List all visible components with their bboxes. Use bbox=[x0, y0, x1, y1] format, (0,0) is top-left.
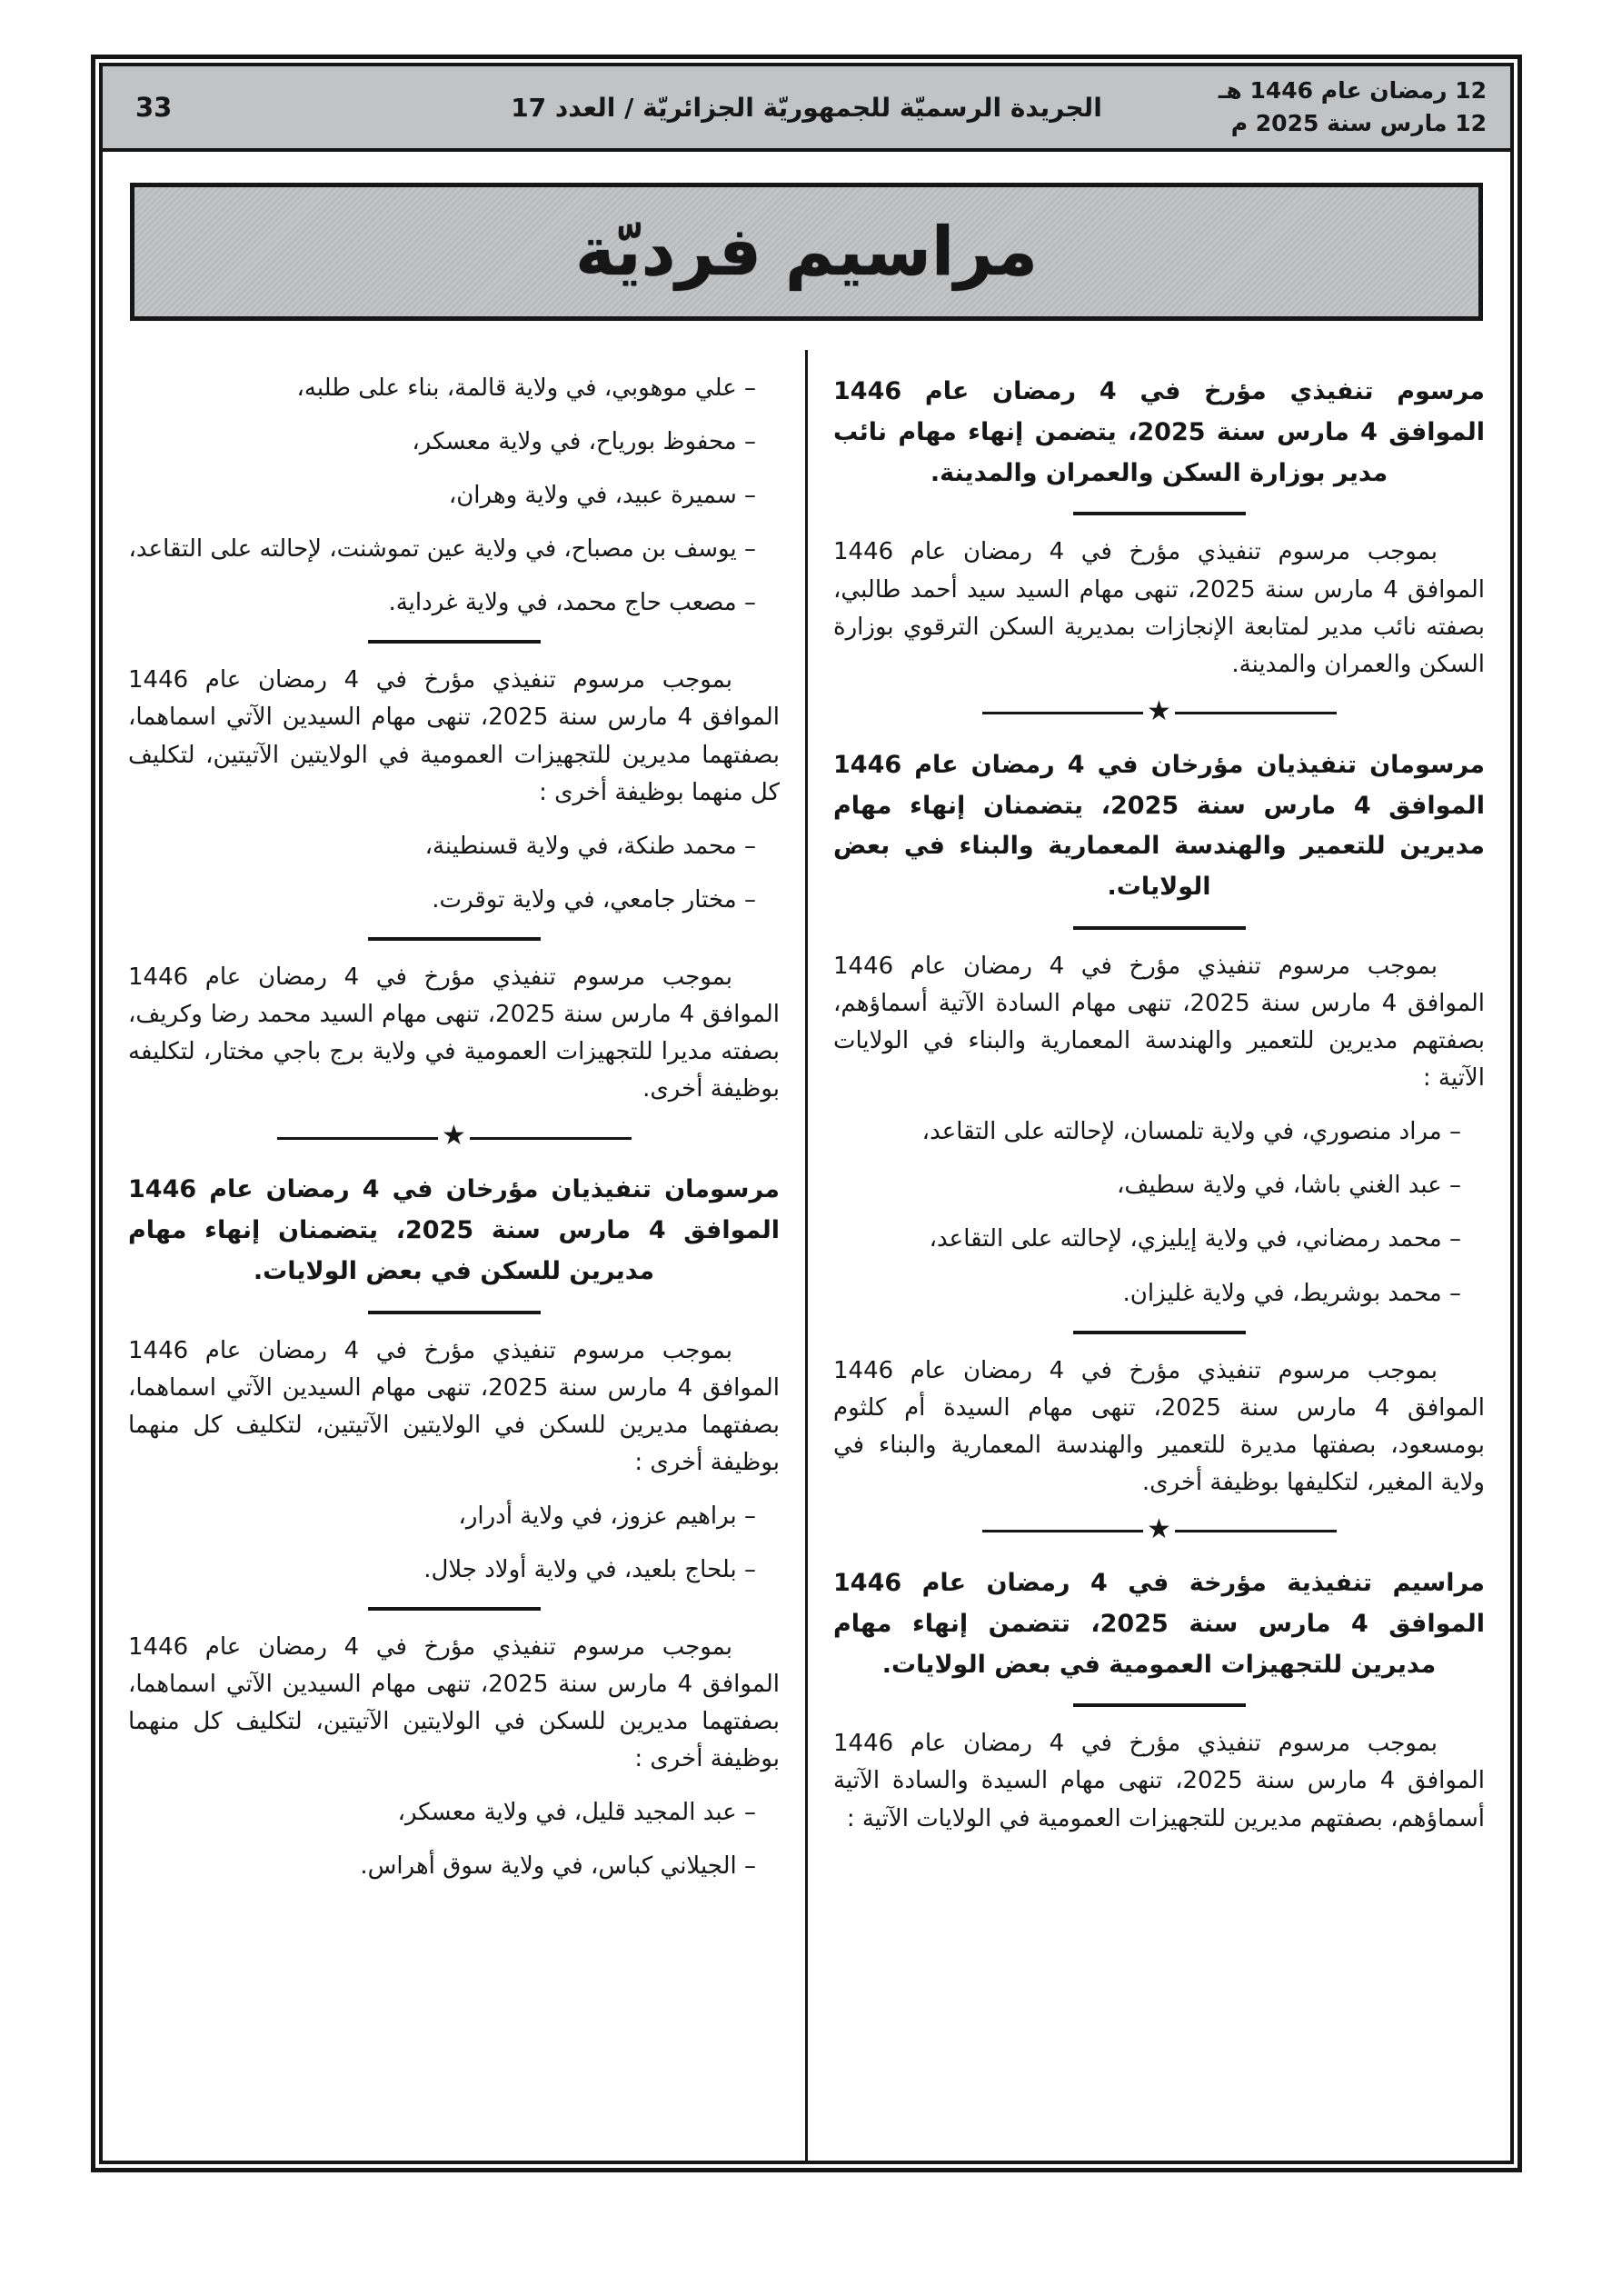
names-list bbox=[128, 1794, 780, 1885]
decrees-banner bbox=[130, 183, 1483, 321]
hijri-date: 12 رمضان عام 1446 هـ bbox=[1218, 76, 1487, 104]
separator-line bbox=[1175, 1530, 1337, 1532]
decree-paragraph: بموجب مرسوم تنفيذي مؤرخ في 4 رمضان عام 1446 الموافق 4 مارس سنة 2025، تنهى مهام السيدة والسادة الآتية أسماؤهم، بصفتهم مديرين للتجهيزات العمومية في الولايات الآتية : bbox=[833, 1730, 1485, 1832]
gregorian-date: 12 مارس سنة 2025 م bbox=[1230, 110, 1487, 136]
page-number: 33 bbox=[135, 92, 173, 123]
column-left bbox=[103, 350, 805, 2161]
decree-heading: مرسوم تنفيذي مؤرخ في 4 رمضان عام 1446 الموافق 4 مارس سنة 2025، يتضمن إنهاء مهام نائب مدير بوزارة السكن والعمران والمدينة. bbox=[833, 377, 1485, 487]
names-list bbox=[128, 828, 780, 919]
decree-heading: مراسيم تنفيذية مؤرخة في 4 رمضان عام 1446 الموافق 4 مارس سنة 2025، تتضمن إنهاء مهام مديرين للتجهيزات العمومية في بعض الولايات. bbox=[833, 1568, 1486, 1679]
section-rule bbox=[368, 1607, 541, 1611]
decree-paragraph: بموجب مرسوم تنفيذي مؤرخ في 4 رمضان عام 1446 الموافق 4 مارس سنة 2025، تنهى مهام السيدين الآتي اسماهما، بصفتهما مديرين للتجهيزات العمومية في الولايتين الآتيتين، لتكليف كل منهما بوظيفة أخرى : bbox=[128, 666, 780, 806]
decree-paragraph: بموجب مرسوم تنفيذي مؤرخ في 4 رمضان عام 1446 الموافق 4 مارس سنة 2025، تنهى مهام السادة الآتية أسماؤهم، بصفتهم مديرين للتعمير والهندسة المعمارية والبناء في الولايات الآتية : bbox=[833, 953, 1485, 1093]
list-item: – محمد بوشريط، في ولاية غليزان. bbox=[1122, 1279, 1461, 1307]
list-item: – محفوظ بورياح، في ولاية معسكر، bbox=[412, 428, 756, 456]
section-rule bbox=[1073, 926, 1246, 930]
decree-paragraph: بموجب مرسوم تنفيذي مؤرخ في 4 رمضان عام 1446 الموافق 4 مارس سنة 2025، تنهى مهام السيدة أم كلثوم بومسعود، بصفتها مديرة للتعمير والهندسة المعمارية والبناء في ولاية المغير، لتكليفها بوظيفة أخرى. bbox=[833, 1356, 1485, 1496]
list-item: – عبد المجيد قليل، في ولاية معسكر، bbox=[397, 1799, 756, 1827]
journal-title: الجريدة الرسميّة للجمهوريّة الجزائريّة / العدد 17 bbox=[511, 92, 1102, 123]
header-band bbox=[103, 66, 1510, 152]
list-item: – مختار جامعي، في ولاية توقرت. bbox=[432, 885, 756, 913]
list-item: – يوسف بن مصباح، في ولاية عين تموشنت، لإحالته على التقاعد، bbox=[128, 535, 756, 564]
list-item: – بلحاج بلعيد، في ولاية أولاد جلال. bbox=[423, 1556, 756, 1583]
list-item: – مراد منصوري، في ولاية تلمسان، لإحالته على التقاعد، bbox=[921, 1118, 1461, 1146]
decree-heading: مرسومان تنفيذيان مؤرخان في 4 رمضان عام 1446 الموافق 4 مارس سنة 2025، يتضمنان إنهاء مهام مديرين للتعمير والهندسة المعمارية والبناء في بعض الولايات. bbox=[833, 750, 1486, 902]
page-frame bbox=[91, 55, 1522, 2172]
star-separator bbox=[982, 1512, 1337, 1545]
list-item: – الجيلاني كباس، في ولاية سوق أهراس. bbox=[360, 1852, 756, 1881]
text-columns bbox=[103, 350, 1510, 2161]
banner-title: مراسيم فرديّة bbox=[574, 213, 1039, 291]
separator-line bbox=[277, 1137, 439, 1140]
decree-paragraph: بموجب مرسوم تنفيذي مؤرخ في 4 رمضان عام 1446 الموافق 4 مارس سنة 2025، تنهى مهام السيدين الآتي اسماهما، بصفتهما مديرين للسكن في الولايتين الآتيتين، لتكليف كل منهما بوظيفة أخرى : bbox=[128, 1336, 780, 1476]
decree-heading: مرسومان تنفيذيان مؤرخان في 4 رمضان عام 1446 الموافق 4 مارس سنة 2025، يتضمنان إنهاء مهام مديرين للسكن في بعض الولايات. bbox=[128, 1175, 781, 1285]
separator-line bbox=[982, 712, 1144, 714]
separator-line bbox=[1175, 712, 1337, 714]
decree-paragraph: بموجب مرسوم تنفيذي مؤرخ في 4 رمضان عام 1446 الموافق 4 مارس سنة 2025، تنهى مهام السيد محمد رضا وكريف، بصفته مديرا للتجهيزات العمومية في ولاية برج باجي مختار، لتكليفه بوظيفة أخرى. bbox=[128, 963, 780, 1103]
star-separator bbox=[982, 694, 1337, 727]
star-separator bbox=[277, 1120, 632, 1153]
section-rule bbox=[1073, 1703, 1246, 1707]
list-item: – علي موهوبي، في ولاية قالمة، بناء على طلبه، bbox=[296, 374, 756, 402]
separator-line bbox=[470, 1137, 632, 1140]
star-icon: ★ bbox=[1147, 1512, 1171, 1545]
list-item: – مصعب حاج محمد، في ولاية غرداية. bbox=[388, 589, 756, 617]
list-item: – براهيم عزوز، في ولاية أدرار، bbox=[458, 1502, 756, 1530]
section-rule bbox=[368, 640, 541, 644]
separator-line bbox=[982, 1530, 1144, 1532]
section-rule bbox=[1073, 512, 1246, 515]
page-frame-inner bbox=[99, 63, 1514, 2164]
names-list bbox=[128, 370, 780, 622]
list-item: – عبد الغني باشا، في ولاية سطيف، bbox=[1117, 1172, 1461, 1200]
list-item: – محمد رمضاني، في ولاية إيليزي، لإحالته على التقاعد، bbox=[929, 1225, 1461, 1253]
section-rule bbox=[368, 1311, 541, 1314]
list-item: – محمد طنكة، في ولاية قسنطينة، bbox=[424, 832, 756, 860]
column-right bbox=[808, 350, 1510, 2161]
header-dates bbox=[1219, 75, 1487, 141]
decree-paragraph: بموجب مرسوم تنفيذي مؤرخ في 4 رمضان عام 1446 الموافق 4 مارس سنة 2025، تنهى مهام السيد سيد أحمد طالبي، بصفته نائب مدير لمتابعة الإنجازات بمديرية السكن الترقوي بوزارة السكن والعمران والمدينة. bbox=[833, 538, 1485, 678]
list-item: – سميرة عبيد، في ولاية وهران، bbox=[448, 482, 756, 510]
decree-paragraph: بموجب مرسوم تنفيذي مؤرخ في 4 رمضان عام 1446 الموافق 4 مارس سنة 2025، تنهى مهام السيدين الآتي اسماهما، بصفتهما مديرين للسكن في الولايتين الآتيتين، لتكليف كل منهما بوظيفة أخرى : bbox=[128, 1633, 780, 1773]
names-list bbox=[833, 1113, 1485, 1312]
star-icon: ★ bbox=[1147, 694, 1171, 727]
section-rule bbox=[368, 937, 541, 941]
star-icon: ★ bbox=[442, 1120, 466, 1153]
section-rule bbox=[1073, 1331, 1246, 1334]
names-list bbox=[128, 1498, 780, 1589]
column-divider bbox=[805, 350, 808, 2161]
